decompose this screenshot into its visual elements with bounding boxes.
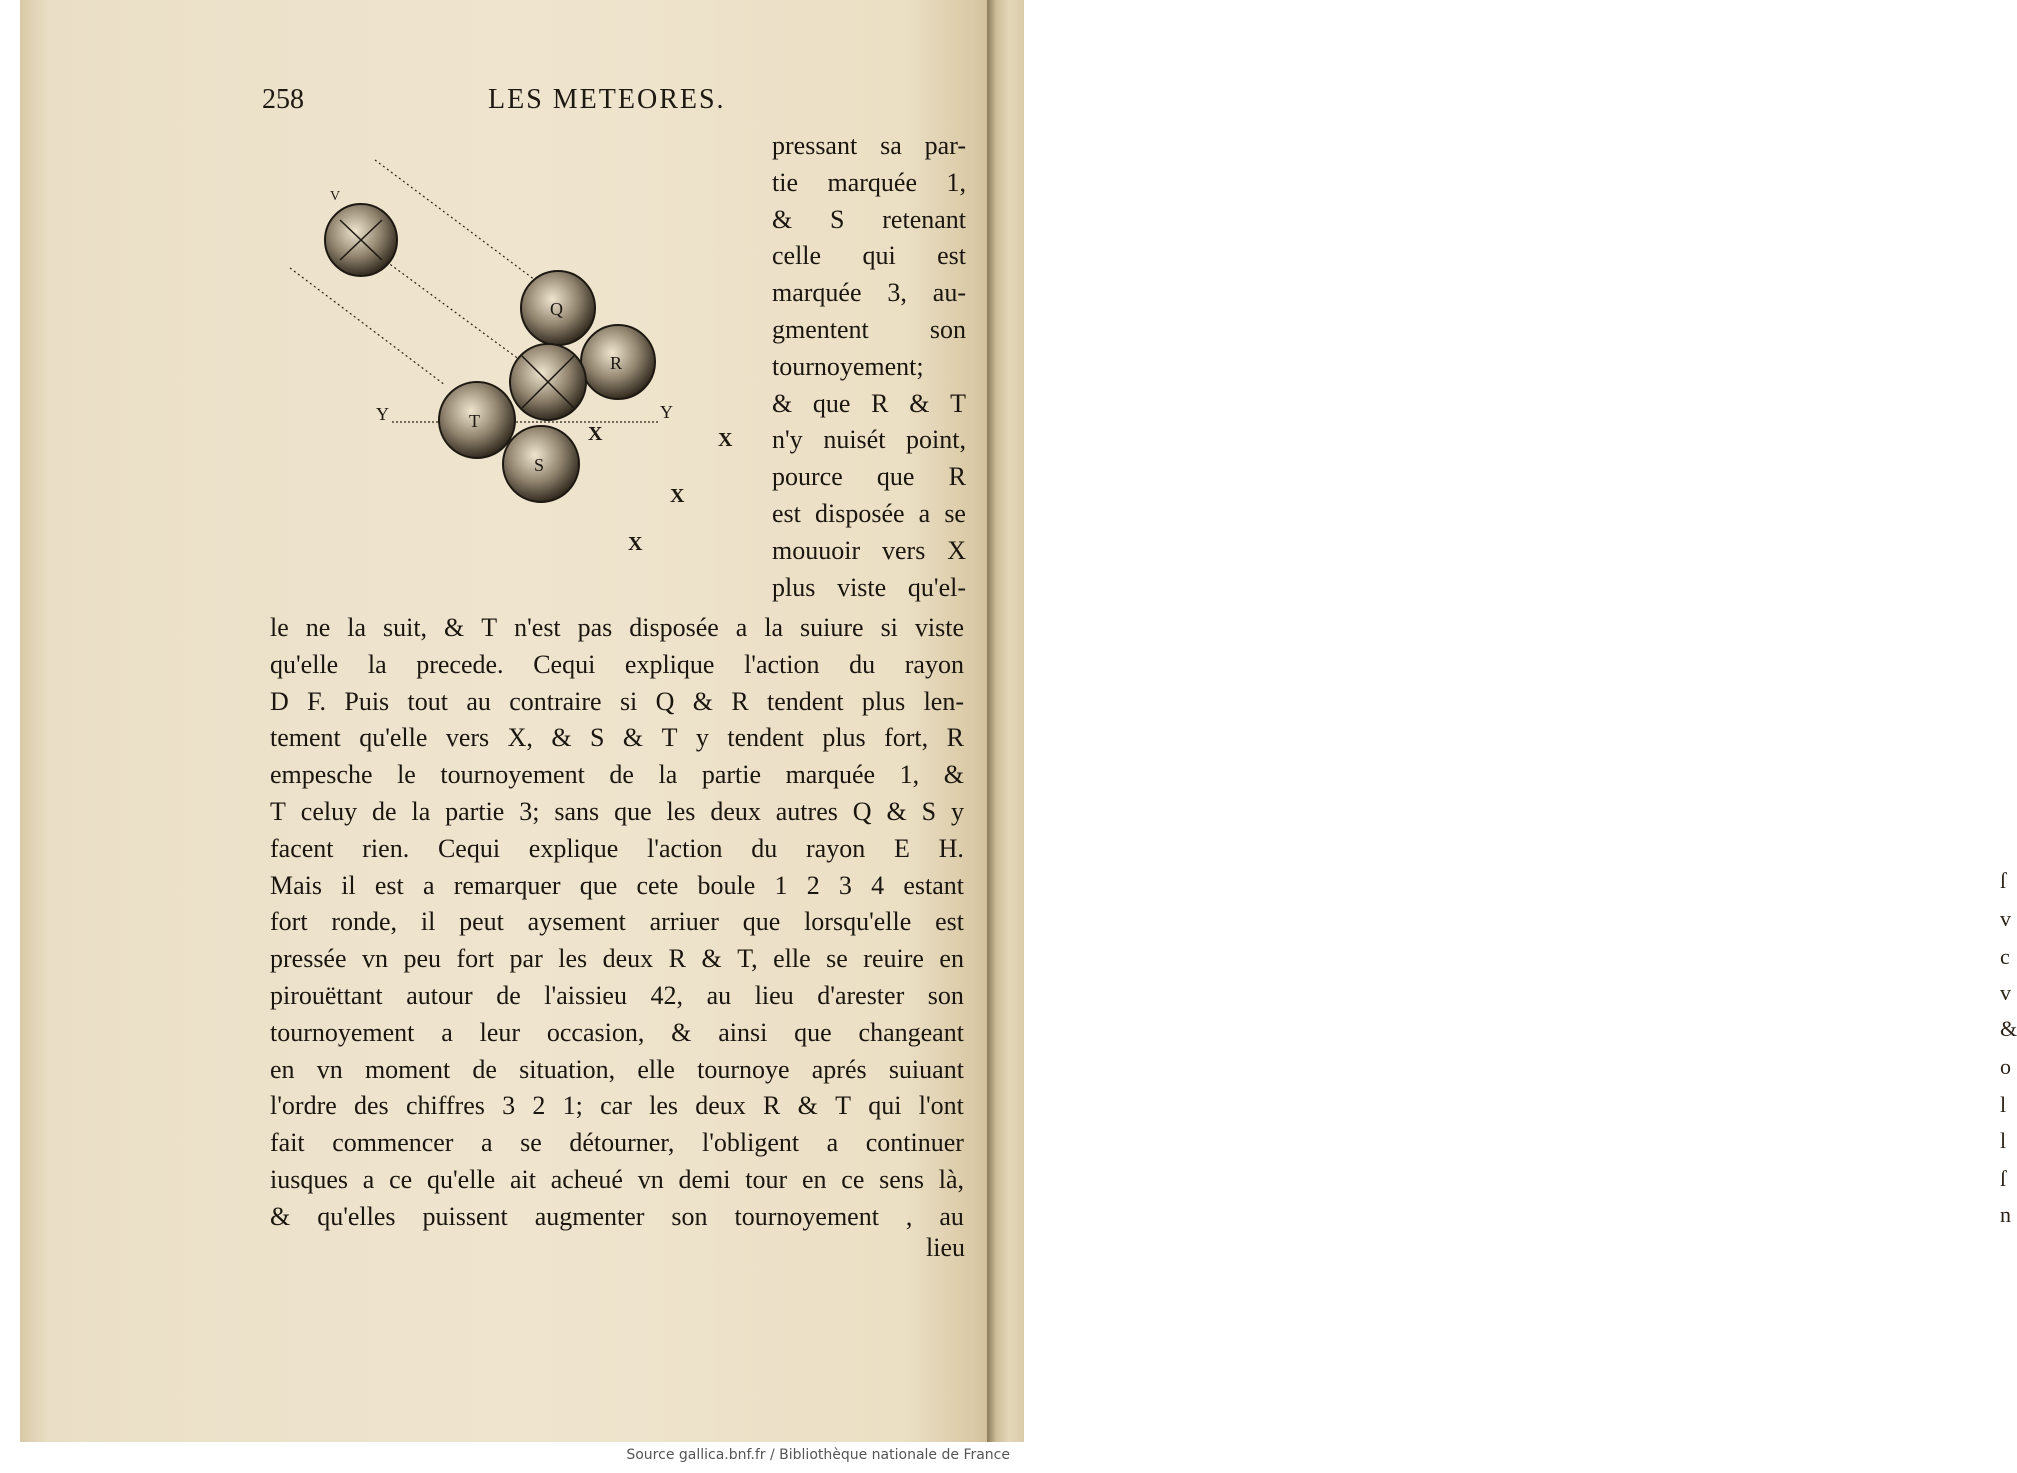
facing-page-fragment: ſ [2000,868,2007,893]
text-line: & qu'elles puissent augmenter son tournoyement , au [270,1201,964,1231]
text-line: & S retenant [772,204,966,234]
text-line: D F. Puis tout au contraire si Q & R tendent plus len- [270,686,964,716]
page-number: 258 [262,84,304,115]
facing-page-fragment: l [2000,1128,2007,1153]
label-x: X [628,533,643,555]
text-line: tournoyement; [772,351,924,381]
label-x: X [670,485,685,507]
facing-page-fragment: ſ [2000,1166,2007,1191]
text-line: tie marquée 1, [772,167,966,197]
label-q: Q [550,299,563,319]
ray-line [375,160,535,280]
text-line: pource que R [772,462,966,492]
text-line: plus viste qu'el- [772,572,966,602]
engraved-figure [280,160,750,590]
text-line: mouuoir vers X [772,535,966,565]
facing-page-edge [987,0,2017,1442]
side-column-text [772,128,966,606]
text-line: T celuy de la partie 3; sans que les deux autres Q & S y [270,796,964,826]
label-x: X [718,429,733,451]
text-line: en vn moment de situation, elle tournoye aprés suiuant [270,1054,964,1084]
text-line: le ne la suit, & T n'est pas disposée a la suiure si viste [270,613,964,642]
source-credit: Source gallica.bnf.fr / Bibliothèque nationale de France [626,1447,1010,1463]
label-t: T [469,411,480,431]
text-line: tement qu'elle vers X, & S & T y tendent plus fort, R [270,723,964,753]
facing-page-fragment: c [2000,944,2010,969]
label-y-right: Y [660,402,673,422]
text-line: qu'elle la precede. Cequi explique l'action du rayon [270,649,964,679]
text-line: iusques a ce qu'elle ait acheué vn demi tour en ce sens là, [270,1164,964,1194]
facing-page-fragment: n [2000,1202,2011,1227]
body-text [270,610,964,1236]
text-line: l'ordre des chiffres 3 2 1; car les deux R & T qui l'ont [270,1091,964,1121]
text-line: gmentent son [772,314,966,344]
label-x: X [588,423,603,445]
text-line: & que R & T [772,388,966,418]
label-r: R [610,353,623,373]
catchword: lieu [926,1233,965,1262]
text-line: pirouëttant autour de l'aissieu 42, au lieu d'arester son [270,980,964,1010]
facing-page-fragment: o [2000,1054,2011,1079]
text-line: est disposée a se [772,498,966,528]
facing-page-fragment: v [2000,906,2011,931]
text-line: pressant sa par- [772,131,966,160]
running-title: LES METEORES. [488,84,726,115]
text-line: pressée vn peu fort par les deux R & T, elle se reuire en [270,944,964,974]
text-line: fait commencer a se détourner, l'obligent a continuer [270,1128,964,1158]
text-line: Mais il est a remarquer que cete boule 1 2 3 4 estant [270,870,964,900]
text-line: n'y nuisét point, [772,425,966,455]
text-line: celle qui est [772,241,966,271]
label-v: V [330,189,341,204]
text-line: marquée 3, au- [772,278,966,308]
ball-center [510,344,586,420]
text-line: facent rien. Cequi explique l'action du rayon E H. [270,833,964,863]
ray-line [290,268,445,385]
text-line: empesche le tournoyement de la partie marquée 1, & [270,760,964,790]
facing-page-fragment: & [2000,1016,2017,1041]
label-s: S [534,455,545,475]
facing-page-fragment: v [2000,980,2011,1005]
text-line: tournoyement a leur occasion, & ainsi que changeant [270,1017,964,1047]
ray-lines [290,160,535,385]
text-line: fort ronde, il peut aysement arriuer que lorsqu'elle est [270,907,964,937]
facing-page-fragment: l [2000,1092,2007,1117]
label-y-left: Y [376,404,389,424]
ball-v [325,204,397,276]
